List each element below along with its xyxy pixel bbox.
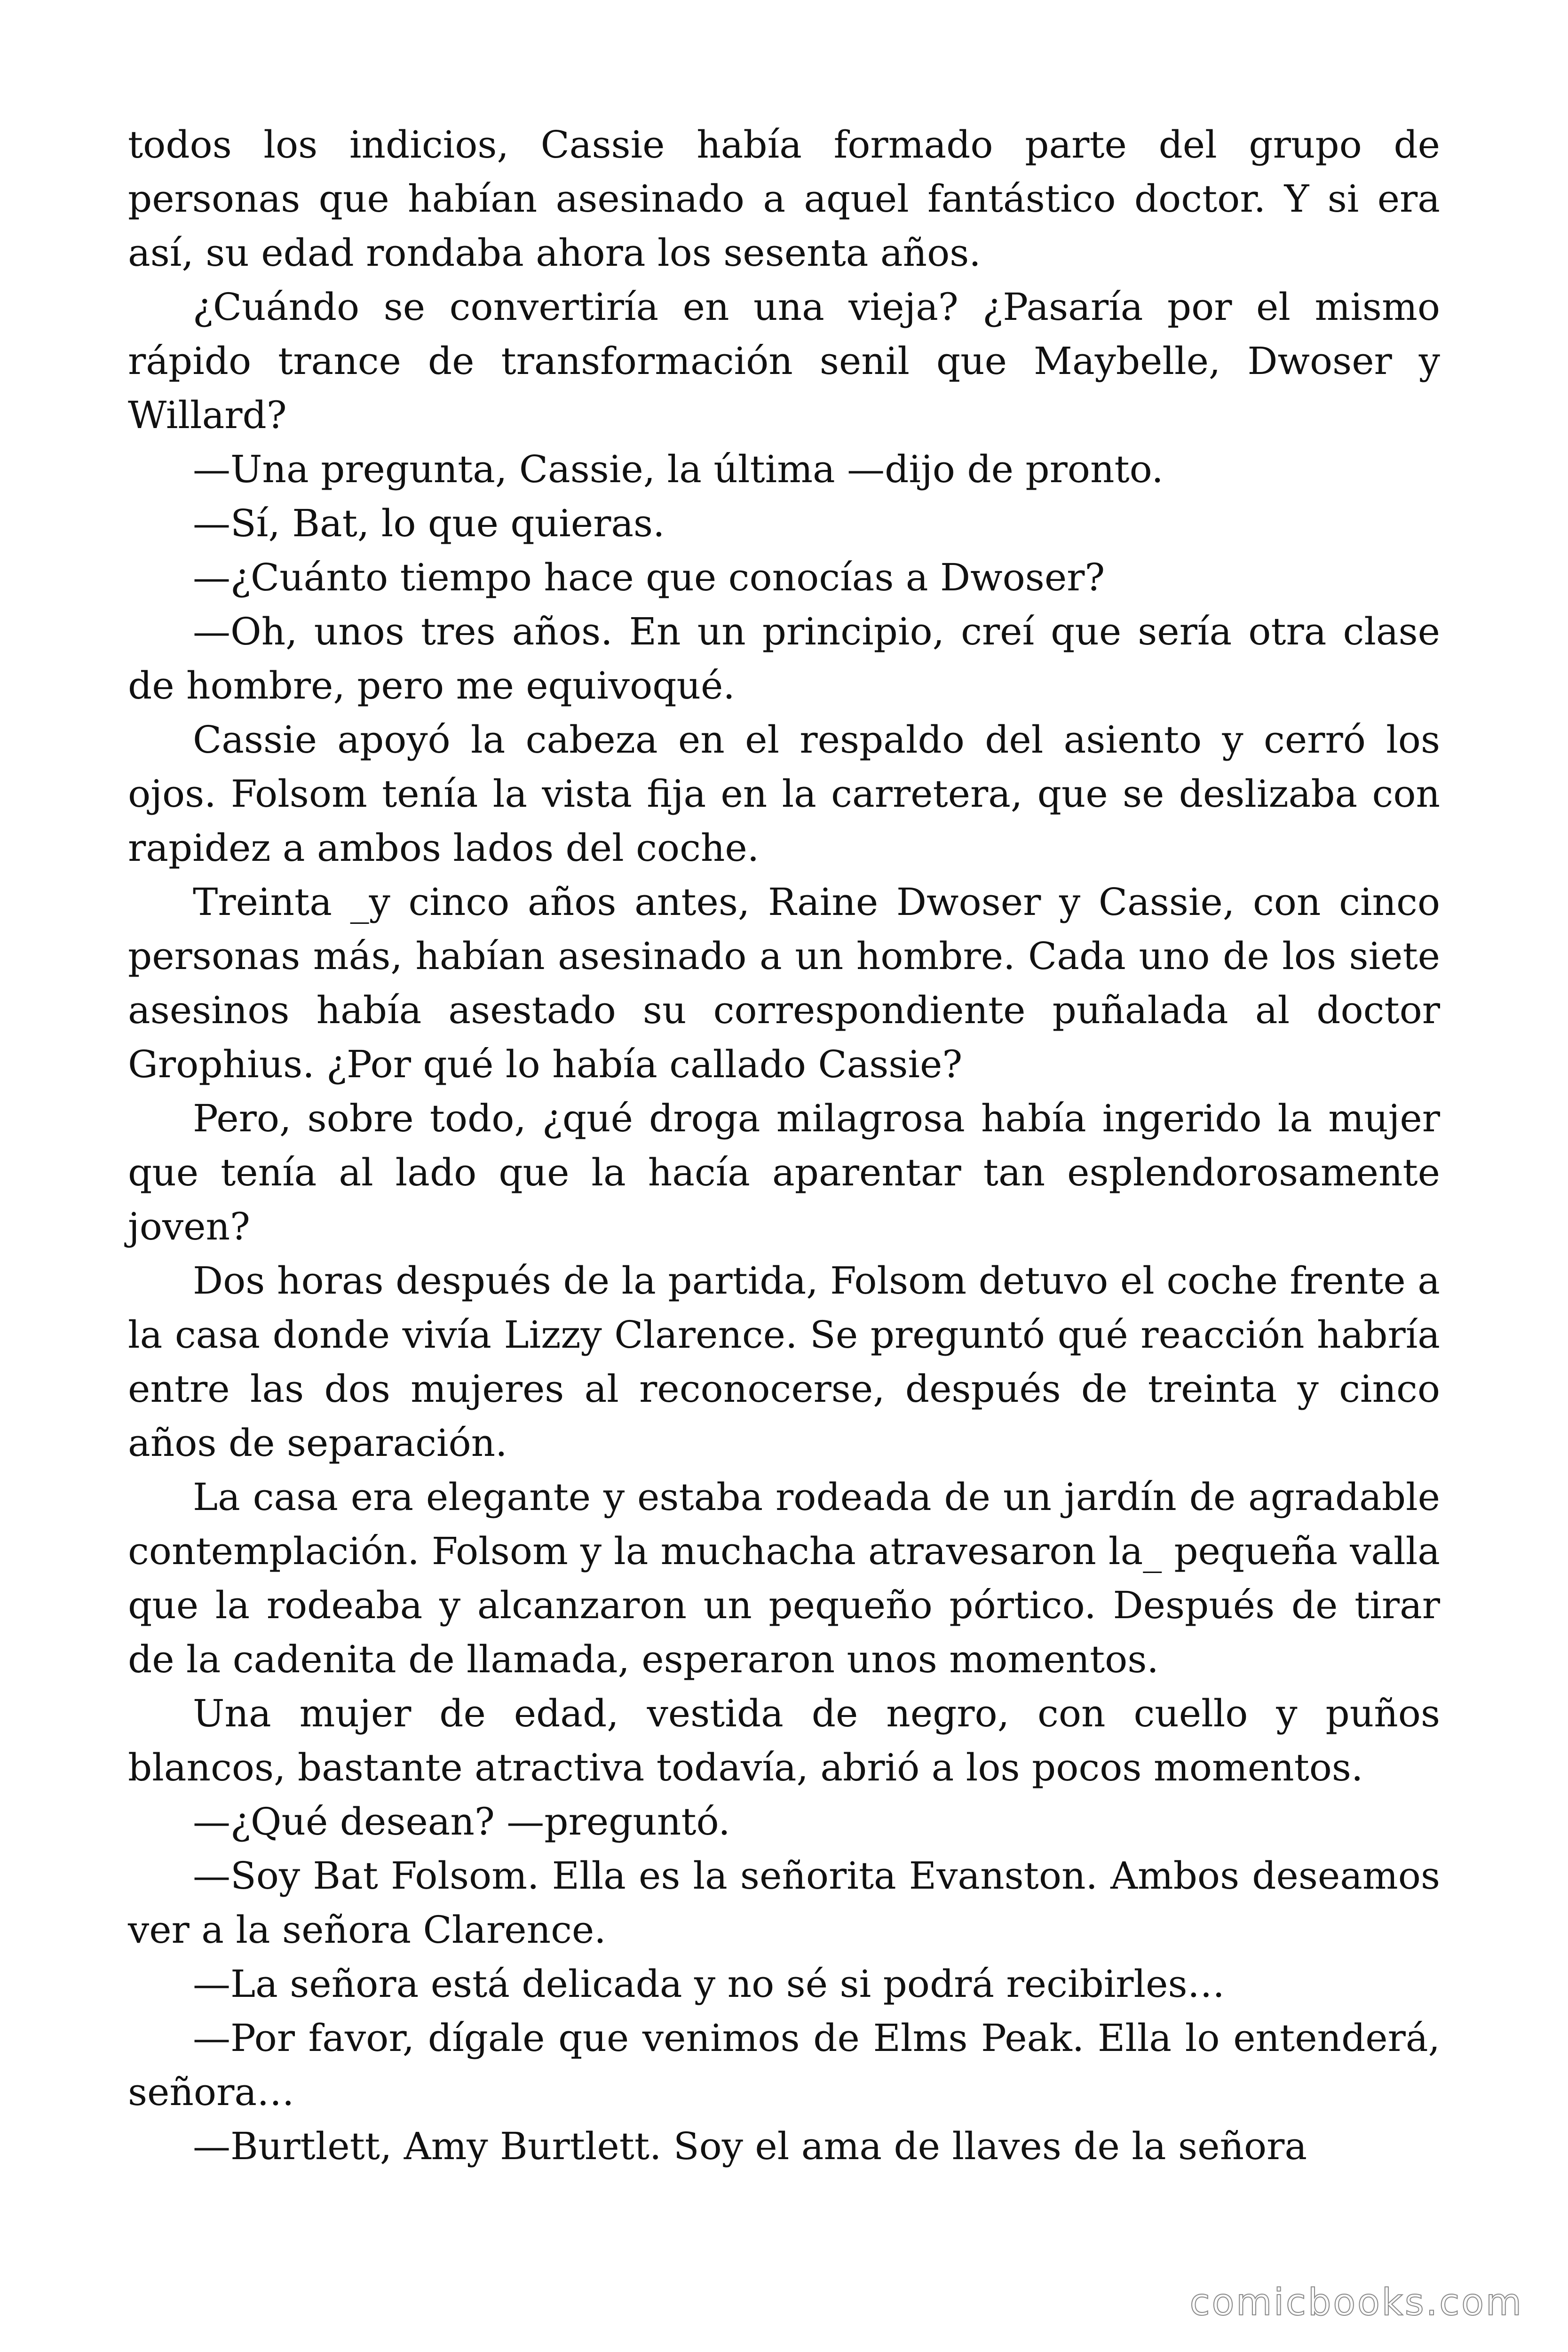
paragraph: —Soy Bat Folsom. Ella es la señorita Evanston. Ambos deseamos ver a la señora Clarence. bbox=[128, 1854, 1440, 1952]
paragraph: —Oh, unos tres años. En un principio, creí que sería otra clase de hombre, pero me equivoqué. bbox=[128, 610, 1440, 707]
paragraph: Treinta _y cinco años antes, Raine Dwoser y Cassie, con cinco personas más, habían asesinado a un hombre. Cada uno de los siete asesinos había asestado su correspondiente puñalada al doctor Grophius. ¿Por qué lo había callado Cassie? bbox=[128, 880, 1440, 1086]
watermark: comicbooks.com bbox=[1189, 2281, 1523, 2324]
paragraph: —Burtlett, Amy Burtlett. Soy el ama de llaves de la señora bbox=[193, 2124, 1307, 2168]
paragraph: La casa era elegante y estaba rodeada de un jardín de agradable contemplación. Folsom y la muchacha atravesaron la_ pequeña valla que la rodeaba y alcanzaron un pequeño pórtico. Después de tirar de la cadenita de llamada, esperaron unos momentos. bbox=[128, 1475, 1440, 1681]
paragraph: todos los indicios, Cassie había formado parte del grupo de personas que habían asesinado a aquel fantástico doctor. Y si era así, su edad rondaba ahora los sesenta años. bbox=[128, 123, 1440, 275]
paragraph: —Una pregunta, Cassie, la última —dijo de pronto. bbox=[193, 447, 1164, 491]
paragraph: Dos horas después de la partida, Folsom detuvo el coche frente a la casa donde vivía Lizzy Clarence. Se preguntó qué reacción habría entre las dos mujeres al reconocerse, después de treinta y cinco años de separación. bbox=[128, 1259, 1440, 1465]
paragraph: —Sí, Bat, lo que quieras. bbox=[193, 501, 665, 545]
paragraph: Una mujer de edad, vestida de negro, con cuello y puños blancos, bastante atractiva todavía, abrió a los pocos momentos. bbox=[128, 1692, 1440, 1789]
paragraph: Cassie apoyó la cabeza en el respaldo del asiento y cerró los ojos. Folsom tenía la vista fija en la carretera, que se deslizaba con rapidez a ambos lados del coche. bbox=[128, 718, 1440, 870]
paragraph: —¿Cuánto tiempo hace que conocías a Dwoser? bbox=[193, 556, 1105, 599]
book-page-text bbox=[128, 118, 1440, 2173]
paragraph: —Por favor, dígale que venimos de Elms Peak. Ella lo entenderá, señora… bbox=[128, 2016, 1440, 2114]
paragraph: ¿Cuándo se convertiría en una vieja? ¿Pasaría por el mismo rápido trance de transformación senil que Maybelle, Dwoser y Willard? bbox=[128, 285, 1440, 437]
paragraph: —¿Qué desean? —preguntó. bbox=[193, 1800, 730, 1843]
paragraph: Pero, sobre todo, ¿qué droga milagrosa había ingerido la mujer que tenía al lado que la hacía aparentar tan esplendorosamente joven? bbox=[128, 1097, 1440, 1248]
paragraph: —La señora está delicada y no sé si podrá recibirles… bbox=[193, 1962, 1225, 2006]
